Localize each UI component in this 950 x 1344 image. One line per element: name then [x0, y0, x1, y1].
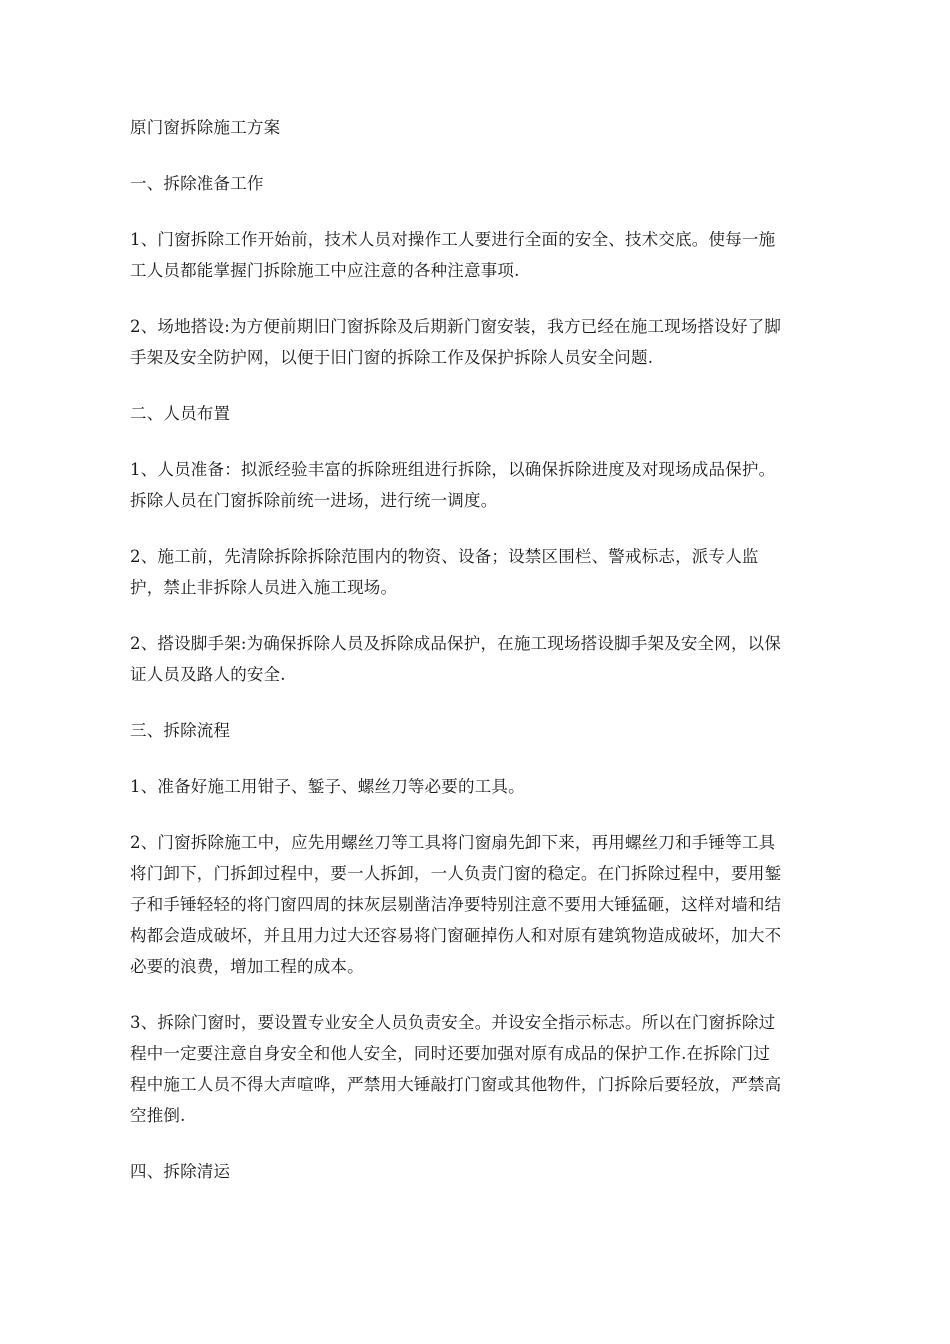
text-line: 护，禁止非拆除人员进入施工现场。: [130, 578, 398, 597]
text-line: 必要的浪费，增加工程的成本。: [130, 957, 364, 976]
text-line: 将门卸下，门拆卸过程中，要一人拆卸，一人负责门窗的稳定。在门拆除过程中，要用錾: [130, 864, 782, 883]
text-line: 证人员及路人的安全.: [130, 665, 286, 684]
text-line: 1、人员准备：拟派经验丰富的拆除班组进行拆除，以确保拆除进度及对现场成品保护。: [130, 460, 776, 479]
text-line: 2、施工前，先清除拆除拆除范围内的物资、设备；设禁区围栏、警戒标志，派专人监: [130, 547, 759, 566]
paragraph: [130, 827, 840, 982]
text-line: 四、拆除清运: [130, 1162, 231, 1181]
paragraph: [130, 454, 840, 516]
text-line: 工人员都能掌握门拆除施工中应注意的各种注意事项.: [130, 261, 520, 280]
text-line: 拆除人员在门窗拆除前统一进场，进行统一调度。: [130, 491, 498, 510]
paragraph: [130, 771, 840, 802]
section-heading: [130, 168, 840, 199]
text-line: 2、门窗拆除施工中，应先用螺丝刀等工具将门窗扇先卸下来，再用螺丝刀和手锤等工具: [130, 833, 776, 852]
text-line: 1、准备好施工用钳子、錾子、螺丝刀等必要的工具。: [130, 777, 525, 796]
paragraph: [130, 1007, 840, 1131]
section-heading: [130, 715, 840, 746]
paragraph: [130, 311, 840, 373]
paragraph-list: [130, 168, 840, 1187]
section-heading: [130, 398, 840, 429]
text-line: 一、拆除准备工作: [130, 174, 264, 193]
text-line: 程中一定要注意自身安全和他人安全，同时还要加强对原有成品的保护工作.在拆除门过: [130, 1044, 771, 1063]
text-line: 3、拆除门窗时，要设置专业安全人员负责安全。并设安全指示标志。所以在门窗拆除过: [130, 1013, 776, 1032]
paragraph: [130, 224, 840, 286]
text-line: 程中施工人员不得大声喧哗，严禁用大锤敲打门窗或其他物件，门拆除后要轻放，严禁高: [130, 1075, 782, 1094]
document-body: [130, 112, 840, 1212]
paragraph: [130, 628, 840, 690]
text-line: 二、人员布置: [130, 404, 231, 423]
text-line: 空推倒.: [130, 1106, 186, 1125]
text-line: 构都会造成破坏，并且用力过大还容易将门窗砸掉伤人和对原有建筑物造成破坏，加大不: [130, 926, 782, 945]
text-line: 2、场地搭设:为方便前期旧门窗拆除及后期新门窗安装，我方已经在施工现场搭设好了脚: [130, 317, 782, 336]
text-line: 三、拆除流程: [130, 721, 231, 740]
text-line: 原门窗拆除施工方案: [130, 118, 281, 137]
paragraph: [130, 541, 840, 603]
section-heading: [130, 1156, 840, 1187]
text-line: 子和手锤轻轻的将门窗四周的抹灰层剔凿洁净要特别注意不要用大锤猛砸，这样对墙和结: [130, 895, 782, 914]
text-line: 1、门窗拆除工作开始前，技术人员对操作工人要进行全面的安全、技术交底。使每一施: [130, 230, 776, 249]
text-line: 2、搭设脚手架:为确保拆除人员及拆除成品保护，在施工现场搭设脚手架及安全网，以保: [130, 634, 782, 653]
text-line: 手架及安全防护网，以便于旧门窗的拆除工作及保护拆除人员安全问题.: [130, 348, 654, 367]
document-title: [130, 112, 840, 143]
